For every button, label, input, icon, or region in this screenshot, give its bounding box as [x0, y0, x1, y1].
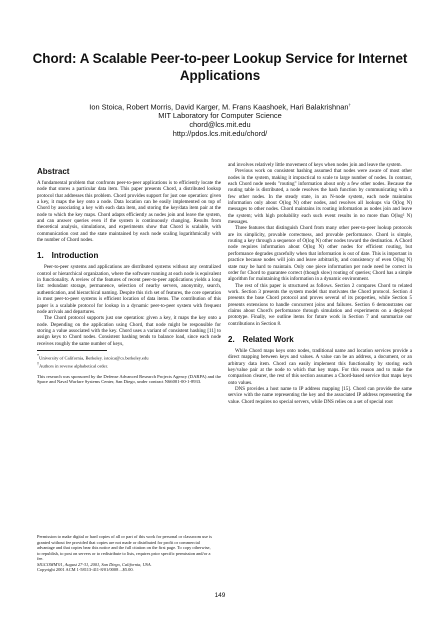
- intro-paragraph-2: The Chord protocol supports just one operation: given a key, it maps the key onto a node. Depending on the application using Chord, that node might be responsible for storing a value associated with the key. Chord uses a variant of consistent hashing [11] to assign keys to Chord nodes. Consistent hashing tends to balance load, since each node receives roughly the same number of keys,: [37, 315, 221, 347]
- conference-venue: SIGCOMM'01, August 27-31, 2001, San Diego, California, USA.: [37, 561, 152, 567]
- page-number: 149: [214, 592, 226, 599]
- right-column: [228, 162, 412, 405]
- intro-paragraph-6: The rest of this paper is structured as follows. Section 2 compares Chord to related work. Section 3 presents the system model that motivates the Chord protocol. Section 4 presents the base Chord protocol and proves several of its properties, while Section 5 presents extensions to handle concurrent joins and failures. Section 6 demonstrates our claims about Chord's performance through simulation and experiments on a deployed prototype. Finally, we outline items for future work in Section 7 and summarize our contributions in Section 8.: [228, 282, 412, 327]
- footnote-divider: [37, 350, 107, 351]
- footnote-2-text: Authors in reverse alphabetical order.: [39, 363, 109, 369]
- author-names: Ion Stoica, Robert Morris, David Karger, M. Frans Kaashoek, Hari Balakrishnan: [89, 102, 349, 112]
- intro-paragraph-5: Three features that distinguish Chord from many other peer-to-peer lookup protocols are its simplicity, provable correctness, and provable performance. Chord is simple, routing a key through a sequence of O(log N) other nodes toward the destination. A Chord node requires information about O(log N) other nodes for efficient routing, but performance degrades gracefully when that information is out of date. This is important in practice because nodes will join and leave arbitrarily, and consistency of even O(log N) state may be hard to maintain. Only one piece information per node need be correct in order for Chord to guarantee correct (though slow) routing of queries; Chord has a simple algorithm for maintaining this information in a dynamic environment.: [228, 225, 412, 283]
- related-section-number: 2.: [228, 334, 235, 344]
- related-paragraph-1: While Chord maps keys onto nodes, traditional name and location services provide a direct mapping between keys and values. A value can be an address, a document, or an arbitrary data item. Chord can easily implement this functionality by storing each key/value pair at the node to which that key maps. For this reason and to make the comparison clearer, the rest of this section assumes a Chord-based service that maps keys onto values.: [228, 347, 412, 386]
- intro-heading: [37, 251, 221, 261]
- related-work-heading: [228, 335, 412, 345]
- author-email: chord@lcs.mit.edu: [189, 120, 251, 130]
- permission-notice: [37, 534, 213, 573]
- intro-section-title: Introduction: [51, 251, 99, 261]
- sponsor-note: This research was sponsored by the Defense Advanced Research Projects Agency (DARPA) and the Space and Naval Warfare Systems Center, San Diego, under contract N66001-00-1-8933.: [37, 373, 221, 385]
- related-paragraph-2: DNS provides a host name to IP address mapping [15]. Chord can provide the same service with the name representing the key and the associated IP address representing the value. Chord requires no special servers, while DNS relies on a set of special root: [228, 386, 412, 405]
- abstract-text: A fundamental problem that confronts peer-to-peer applications is to efficiently locate the node that stores a particular data item. This paper presents Chord, a distributed lookup protocol that addresses this problem. Chord provides support for just one operation: given a key, it maps the key onto a node. Data location can be easily implemented on top of Chord by associating a key with each data item, and storing the key/data item pair at the node to which the key maps. Chord adapts efficiently as nodes join and leave the system, and can answer queries even if the system is continuously changing. Results from theoretical analysis, simulations, and experiments show that Chord is scalable, with communication cost and the state maintained by each node scaling logarithmically with the number of Chord nodes.: [37, 180, 221, 244]
- intro-section-number: 1.: [37, 251, 44, 261]
- author-footnote-mark: †: [348, 102, 351, 107]
- related-section-title: Related Work: [242, 334, 294, 344]
- footnote-2: †Authors in reverse alphabetical order.: [37, 361, 109, 369]
- intro-paragraph-3: and involves relatively little movement of keys when nodes join and leave the system.: [228, 162, 402, 168]
- abstract-heading: Abstract: [37, 167, 70, 176]
- footnote-1-text: University of California, Berkeley. istoica@cs.berkeley.edu: [39, 355, 149, 361]
- copyright-line: Copyright 2001 ACM 1-58113-411-8/01/0008 ...$5.00.: [37, 567, 134, 572]
- intro-paragraph-1: Peer-to-peer systems and applications are distributed systems without any centralized control or hierarchical organization, where the software running at each node is equivalent in functionality. A review of the features of recent peer-to-peer applications yields a long list: redundant storage, permanence, selection of nearby servers, anonymity, search, authentication, and hierarchical naming. Despite this rich set of features, the core operation in most peer-to-peer systems is efficient location of data items. The contribution of this paper is a scalable protocol for lookup in a dynamic peer-to-peer system with frequent node arrivals and departures.: [37, 264, 221, 315]
- author-block: [20, 100, 420, 138]
- footnote-1: *University of California, Berkeley. istoica@cs.berkeley.edu: [37, 352, 149, 361]
- intro-paragraph-4: Previous work on consistent hashing assumed that nodes were aware of most other nodes in the system, making it impractical to scale to large number of nodes. In contrast, each Chord node needs "routing" information about only a few other nodes. Because the routing table is distributed, a node resolves the hash function by communicating with a few other nodes. In the steady state, in an N-node system, each node maintains information only about O(log N) other nodes, and resolves all lookups via O(log N) messages to other nodes. Chord maintains its routing information as nodes join and leave the system; with high probability each such event results in no more than O(log² N) messages.: [228, 168, 412, 226]
- paper-title: Chord: A Scalable Peer-to-peer Lookup Service for Internet Applications: [32, 51, 408, 83]
- project-url: http://pdos.lcs.mit.edu/chord/: [172, 129, 268, 139]
- author-affiliation: MIT Laboratory for Computer Science: [158, 111, 282, 121]
- permission-text: Permission to make digital or hard copies of all or part of this work for personal or classroom use is granted without fee provided that copies are not made or distributed for profit or commercial advantage and that copies bear this notice and the full citation on the first page. To copy otherwise, to republish, to post on servers or to redistribute to lists, requires prior specific permission and/or a fee.: [37, 534, 212, 561]
- left-column: [37, 163, 221, 385]
